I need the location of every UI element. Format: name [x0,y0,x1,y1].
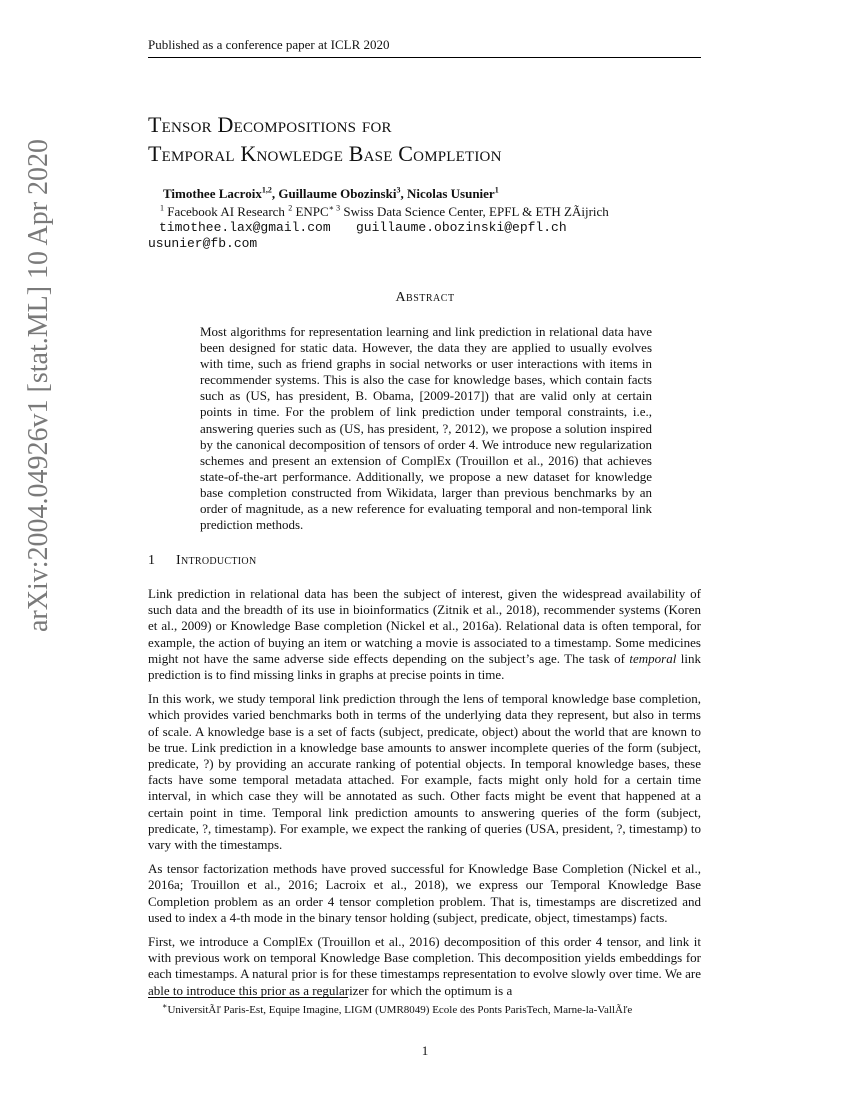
emphasis-temporal: temporal [629,650,677,666]
affiliations [160,204,609,220]
arxiv-identifier-text: arXiv:2004.04926v1 [stat.ML] 10 Apr 2020 [23,138,54,632]
section-title: Introduction [176,553,257,568]
paragraph [148,586,701,683]
venue-note: Published as a conference paper at ICLR 2020 [148,37,390,52]
paragraph: As tensor factorization methods have proved successful for Knowledge Base Completion (Nickel et al., 2016a; Trouillon et al., 2016; Lacroix et al., 2018), we express our Temporal Knowledge Base Completion problem as an order 4 tensor completion problem. That is, timestamps are discretized and used to index a 4-th mode in the binary tensor holding (subject, predicate, object, timestamps) facts. [148,861,701,925]
introduction-body [148,586,701,1007]
affil-footnote-mark: ∗ [328,203,335,213]
title-line-2: Temporal Knowledge Base Completion [148,141,502,166]
author-separator: , [271,186,279,201]
paragraph-text: link prediction is to find missing links in graphs at precise points in time. [148,650,702,683]
affil-mark-2: 2 [288,203,293,213]
author-3: Nicolas Usunier [406,186,495,201]
section-heading-introduction [148,552,256,570]
affil-mark-3: 3 [334,203,341,213]
author-1: Timothee Lacroix [163,186,262,201]
affil-mark-1: 1 [160,203,164,213]
page-header [148,37,701,58]
affil-1: Facebook AI Research [164,204,289,219]
paragraph-text: Link prediction in relational data has been the subject of interest, given the widespread availability of such data and the breadth of its use in bioinformatics (Zitnik et al., 2018), recommender systems (Koren et al., 2009) or Knowledge Base completion (Nickel et al., 2016a). Relational data is often temporal, for example, the action of buying an item or watching a movie is associated to a timestamp. Some medicines might not have the same adverse side effects depending on the subject’s age. The task of [148,586,701,666]
arxiv-identifier [23,138,54,632]
footnote-divider [148,997,348,998]
author-list [163,186,499,202]
footnote-mark: ∗ [162,1001,168,1011]
paper-title [148,110,708,168]
email-3[interactable]: usunier@fb.com [148,236,258,251]
affil-3: Swiss Data Science Center, EPFL & ETH ZÃijrich [340,204,609,219]
paragraph: First, we introduce a ComplEx (Trouillon et al., 2016) decomposition of this order 4 tensor, and link it with previous work on temporal Knowledge Base completion. This decomposition yields embeddings for each timestamps. A natural prior is for these timestamps representation to evolve slowly over time. We are able to introduce this prior as a regularizer for which the optimum is a [148,934,701,998]
author-2-affil: 3 [396,185,401,195]
title-line-1: Tensor Decompositions for [148,112,392,137]
author-separator: , [400,186,407,201]
affil-2: ENPC [292,204,329,219]
email-1[interactable]: timothee.lax@gmail.com [159,220,331,235]
section-number: 1 [148,553,156,568]
abstract-text: Most algorithms for representation learning and link prediction in relational data have been designed for static data. However, the data they are applied to usually evolves with time, such as friend graphs in social networks or user interactions with items in recommender systems. This is also the case for knowledge bases, which contain facts such as (US, has president, B. Obama, [2009-2017]) that are valid only at certain points in time. For the problem of link prediction under temporal constraints, i.e., answering queries such as (US, has president, ?, 2012), we propose a solution inspired by the canonical decomposition of tensors of order 4. We introduce new regularization schemes and present an extension of ComplEx (Trouillon et al., 2016) that achieves state-of-the-art performance. Additionally, we propose a new dataset for knowledge base completion constructed from Wikidata, larger than previous benchmarks by an order of magnitude, as a new reference for evaluating temporal and non-temporal link prediction methods. [200,324,652,533]
footnote [162,1003,632,1017]
author-2: Guillaume Obozinski [278,186,397,201]
author-1-affil: 1,2 [261,185,272,195]
paragraph: In this work, we study temporal link prediction through the lens of temporal knowledge base completion, which provides varied benchmarks both in terms of the underlying data they represent, but also in terms of scale. A knowledge base is a set of facts (subject, predicate, object) about the world that are known to be true. Link prediction in a knowledge base amounts to answer incomplete queries of the form (subject, predicate, ?) by providing an accurate ranking of potential objects. In temporal knowledge bases, these facts have some temporal metadata attached. For example, facts might only hold for a certain time interval, in which case they will be annotated as such. Other facts might be event that happened at a certain point in time. Temporal link prediction amounts to answering queries of the form (subject, predicate, ?, timestamp). For example, we expect the ranking of queries (USA, president, ?, timestamp) to vary with the timestamps. [148,691,701,853]
author-3-affil: 1 [494,185,499,195]
abstract-heading: Abstract [395,290,455,305]
page-number: 1 [421,1043,429,1058]
footnote-text: UniversitÃľ Paris-Est, Equipe Imagine, LIGM (UMR8049) Ecole des Ponts ParisTech, Marne-la-VallÃľe [167,1004,633,1016]
email-2[interactable]: guillaume.obozinski@epfl.ch [356,220,567,235]
